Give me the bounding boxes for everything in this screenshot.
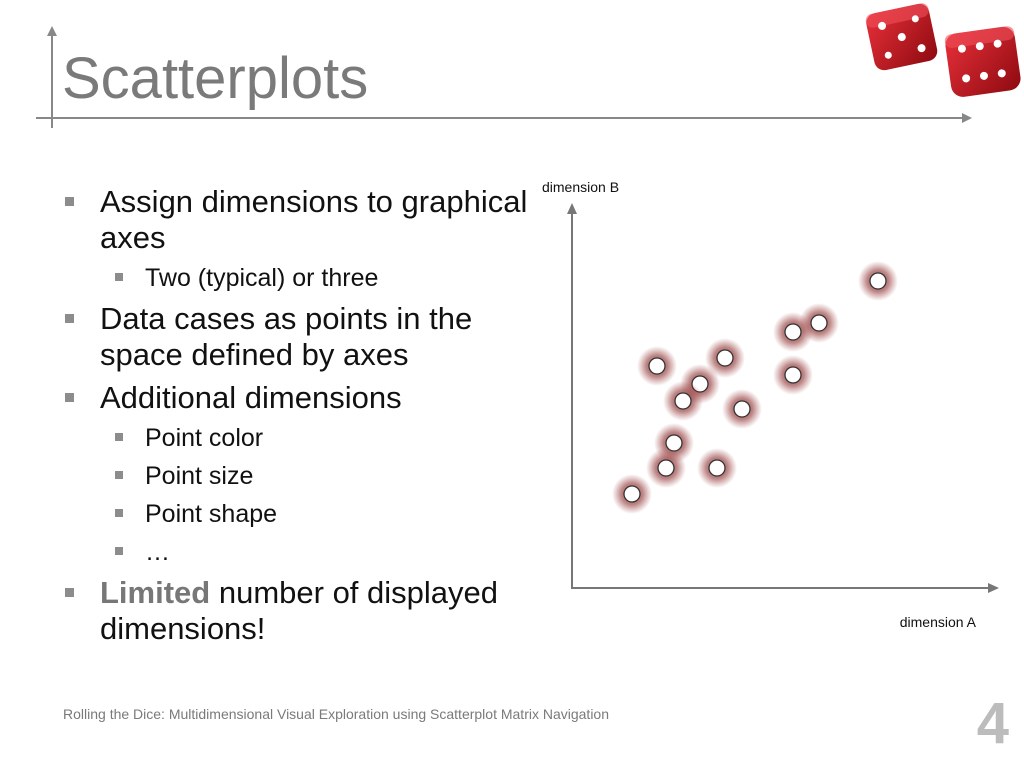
bullet-square-icon [115,433,123,441]
list-item [62,461,532,491]
bullet-square-icon [115,547,123,555]
list-item [62,263,532,293]
bullet-square-icon [65,197,74,206]
bullet-text: Point shape [145,500,278,528]
bullet-square-icon [115,509,123,517]
y-axis-arrow-icon [567,203,577,214]
data-point [646,448,686,488]
bullet-text: Data cases as points in the space defined by axes [100,301,473,372]
bullet-square-icon [115,273,123,281]
x-axis-label: dimension A [899,614,976,630]
x-axis-arrow-icon [988,583,999,593]
data-point [773,355,813,395]
list-item [62,537,532,567]
bullet-square-icon [115,471,123,479]
data-point [773,312,813,352]
slide-title: Scatterplots [62,46,369,111]
bullet-text: Additional dimensions [100,380,402,415]
bullet-text: Assign dimensions to graphical axes [100,184,528,255]
y-axis-label: dimension B [542,179,620,195]
list-item [62,301,532,373]
list-item [62,423,532,453]
bullet-text: Two (typical) or three [145,264,379,292]
bullet-text: … [145,538,170,566]
die-2 [944,25,1022,98]
list-item [62,575,532,647]
bullet-text: number of displayed dimensions! [100,575,499,646]
page-number: 4 [976,691,1009,756]
scatterplot-diagram [520,170,1010,640]
bullet-list [62,184,532,654]
data-point [663,381,703,421]
bullet-text: Point color [145,424,264,452]
list-item [62,499,532,529]
data-point [612,474,652,514]
data-point [637,346,677,386]
bullet-square-icon [65,314,74,323]
bullet-text: Point size [145,462,254,490]
red-dice-icon [860,0,1024,110]
footer-text: Rolling the Dice: Multidimensional Visual Exploration using Scatterplot Matrix Navigation [63,706,610,722]
bullet-bold-text: Limited [100,575,211,610]
list-item [62,184,532,256]
data-point [722,389,762,429]
data-point [858,261,898,301]
die-1 [864,2,939,72]
bullet-square-icon [65,393,74,402]
list-item [62,380,532,416]
data-point [697,448,737,488]
bullet-square-icon [65,588,74,597]
